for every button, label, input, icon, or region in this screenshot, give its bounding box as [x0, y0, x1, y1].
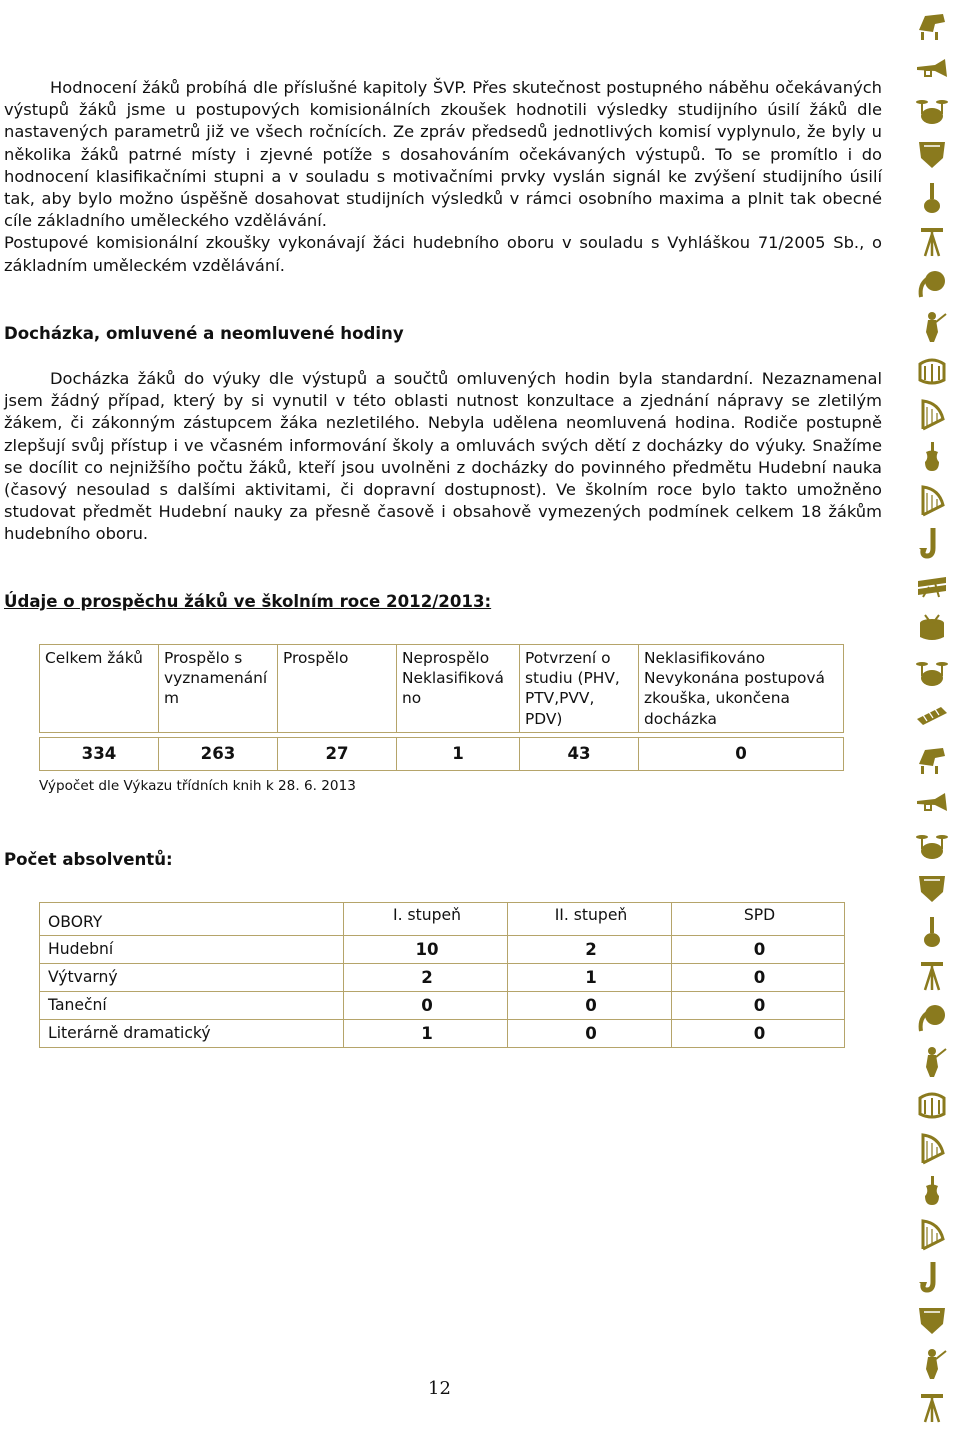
easel-icon	[915, 224, 949, 262]
accordion-icon	[915, 1088, 949, 1126]
grades-header-row	[40, 645, 844, 733]
violin-icon	[915, 1174, 949, 1212]
graduates-count-cell: 1	[508, 964, 672, 992]
table-row	[40, 964, 845, 992]
sousaphone-icon	[915, 1001, 949, 1039]
graduates-count-cell: 0	[508, 1020, 672, 1048]
graduates-count-cell: 0	[672, 964, 845, 992]
graduates-count-cell: 0	[508, 992, 672, 1020]
grades-header-cell: Neklasifikováno Nevykonána postupová zkouška, ukončena docházka	[639, 645, 844, 733]
graduates-header-cell: I. stupeň	[344, 903, 508, 936]
harp-icon	[915, 397, 949, 435]
grades-table	[39, 644, 844, 771]
grades-values-row	[40, 738, 844, 771]
attendance-paragraph	[4, 368, 882, 546]
grades-header-cell: Prospělo	[278, 645, 397, 733]
harp-icon	[915, 483, 949, 521]
graduates-header-cell: OBORY	[40, 903, 344, 936]
page-number: 12	[428, 1378, 451, 1399]
easel-icon	[915, 1390, 949, 1428]
graduates-field-cell: Literárně dramatický	[40, 1020, 344, 1048]
graduates-count-cell: 0	[344, 992, 508, 1020]
graduates-field-cell: Taneční	[40, 992, 344, 1020]
drum-kit-icon	[915, 829, 949, 867]
intro-paragraph	[4, 77, 882, 277]
banner-icon	[915, 872, 949, 910]
graduates-count-cell: 0	[672, 1020, 845, 1048]
graduates-header-cell: II. stupeň	[508, 903, 672, 936]
trumpet-icon	[915, 51, 949, 89]
table-row	[40, 992, 845, 1020]
easel-icon	[915, 958, 949, 996]
grades-value-cell: 334	[40, 738, 159, 771]
graduates-table	[39, 902, 845, 1048]
saxophone-icon	[915, 1260, 949, 1298]
attendance-text: Docházka žáků do výuky dle výstupů a součtů omluvených hodin byla standardní. Nezaznamenal jsem žádný případ, který by si vynutil v této oblasti nutnost konzultace a zjednání nápravy se zletilým žákem, či zákonným zástupcem žáka nezletilého. Nebyla udělena neomluvená hodina. Rodiče postupně zlepšují svůj přístup i ve včasném informování školy a omluvách svých dětí z docházky do výuky. Snažíme se docílit co nejnižšího počtu žáků, kteří jsou uvolněni z docházky do povinného předmětu Hudební nauka (časový nesoulad s dalšími aktivitami, či dopravní dostupnost). Ve školním roce bylo takto umožněno studovat předmět Hudební nauky za přesně časově i obsahově vymezených podmínek celkem 18 žákům hudebního oboru.	[4, 369, 882, 544]
piano-icon	[915, 8, 949, 46]
sousaphone-icon	[915, 267, 949, 305]
keyboard-icon	[915, 699, 949, 737]
grades-heading: Údaje o prospěchu žáků ve školním roce 2012/2013:	[4, 592, 492, 611]
grades-header-cell: Neprospělo Neklasifiková no	[397, 645, 520, 733]
table-row	[40, 936, 845, 964]
intro-lead-text: Hodnocení žáků probíhá dle příslušné kapitoly ŠVP. Přes skutečnost postupného náběhu očekávaných výstupů žáků jsme u postupových komisionálních zkoušek hodnotili výsledky studijního úsilí žáků dle nastavených parametrů již ve všech ročnících. Ze zpráv předsedů jednotlivých komisí vyplynulo, že byly u několika žáků patrné místy i zjevné potíže s dosahováním očekávaných výstupů. To se promítlo i do hodnocení klasifikačními stupni a v souladu s motivačními prvky vyslán signál ke zvýšení studijního úsilí tak, aby bylo možno úspěšně dosahovat studijních výsledků v rámci osobního maxima a plnit tak obecné cíle základního uměleckého vzdělávání.	[4, 78, 882, 231]
graduates-field-cell: Výtvarný	[40, 964, 344, 992]
banner-icon	[915, 138, 949, 176]
guitar-icon	[915, 181, 949, 219]
graduates-field-cell: Hudební	[40, 936, 344, 964]
grades-value-cell: 27	[278, 738, 397, 771]
graduates-count-cell: 0	[672, 936, 845, 964]
graduates-header-row	[40, 903, 845, 936]
trumpet-icon	[915, 785, 949, 823]
grades-header-cell: Prospělo s vyznamenání m	[159, 645, 278, 733]
instrument-icon-strip	[910, 8, 954, 1428]
intro-second-text: Postupové komisionální zkoušky vykonávají žáci hudebního oboru v souladu s Vyhláškou 71/2005 Sb., o základním uměleckém vzdělávání.	[4, 233, 882, 275]
grades-header-cell: Celkem žáků	[40, 645, 159, 733]
attendance-heading: Docházka, omluvené a neomluvené hodiny	[4, 324, 404, 343]
harp-icon	[915, 1131, 949, 1169]
graduates-count-cell: 2	[344, 964, 508, 992]
graduates-heading: Počet absolventů:	[4, 850, 173, 869]
grades-value-cell: 0	[639, 738, 844, 771]
grades-value-cell: 263	[159, 738, 278, 771]
grades-value-cell: 43	[520, 738, 639, 771]
graduates-count-cell: 2	[508, 936, 672, 964]
grades-value-cell: 1	[397, 738, 520, 771]
accordion-icon	[915, 354, 949, 392]
drum-icon	[915, 613, 949, 651]
xylophone-icon	[915, 569, 949, 607]
graduates-count-cell: 0	[672, 992, 845, 1020]
graduates-count-cell: 10	[344, 936, 508, 964]
banner-icon	[915, 1304, 949, 1342]
piano-icon	[915, 742, 949, 780]
table-row	[40, 1020, 845, 1048]
grades-header-cell: Potvrzení o studiu (PHV, PTV,PVV, PDV)	[520, 645, 639, 733]
graduates-header-cell: SPD	[672, 903, 845, 936]
graduates-count-cell: 1	[344, 1020, 508, 1048]
guitar-icon	[915, 915, 949, 953]
grades-note: Výpočet dle Výkazu třídních knih k 28. 6. 2013	[39, 778, 356, 794]
drum-kit-icon	[915, 656, 949, 694]
drum-kit-icon	[915, 94, 949, 132]
conductor-icon	[915, 1045, 949, 1083]
saxophone-icon	[915, 526, 949, 564]
violin-icon	[915, 440, 949, 478]
harp-icon	[915, 1217, 949, 1255]
conductor-icon	[915, 310, 949, 348]
conductor-icon	[915, 1347, 949, 1385]
